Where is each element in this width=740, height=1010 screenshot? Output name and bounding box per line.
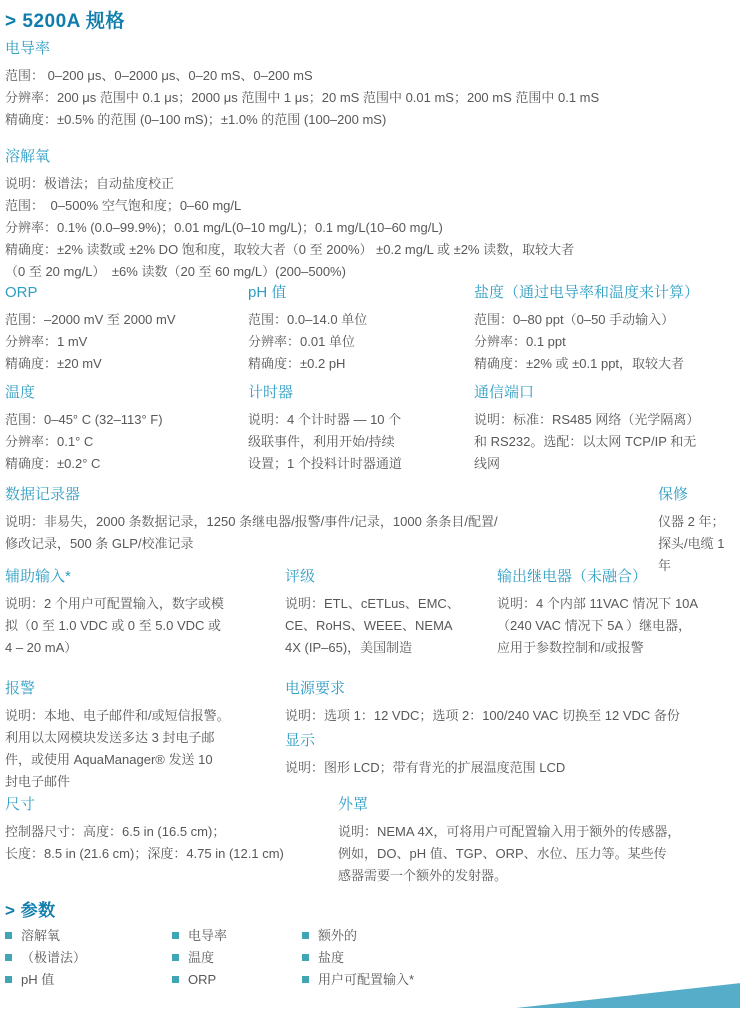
param-label: 盐度 [318,950,345,965]
list-item [302,925,414,947]
parameters-column-1 [5,925,86,991]
param-label: 温度 [188,950,215,965]
comm-ports-body: 说明：标准：RS485 网络（光学隔离） 和 RS232。选配：以太网 TCP/IP 和无 线网 [474,412,700,471]
enclosure-heading: 外罩 [338,796,369,813]
power-heading: 电源要求 [285,680,346,697]
list-item [172,947,227,969]
bullet-icon [172,932,179,939]
list-item [172,925,227,947]
section-conductivity [5,39,735,131]
list-item [5,925,86,947]
dimensions-body: 控制器尺寸：高度：6.5 in (16.5 cm)； 长度：8.5 in (21.6 cm)；深度：4.75 in (12.1 cm) [5,824,284,861]
salinity-heading: 盐度（通过电导率和温度来计算） [474,284,700,301]
conductivity-body: 范围： 0–200 μs、0–2000 μs、0–20 mS、0–200 mS 分辨率：200 μs 范围中 0.1 μs；2000 μs 范围中 1 μs；20 mS 范围中 0.01 mS；200 mS 范围中 0.1 mS 精确度：±0.5% 的范围 (0–100 mS)；±1.0% 的范围 (100–200 mS) [5,68,600,127]
section-dissolved-oxygen [5,147,735,283]
data-logger-heading: 数据记录器 [5,486,81,503]
section-alarm [5,679,280,793]
warranty-body: 仪器 2 年； 探头/电缆 1 年 [658,514,725,573]
list-item [5,947,86,969]
bullet-icon [302,976,309,983]
bullet-icon [172,954,179,961]
bullet-icon [302,954,309,961]
parameters-column-3 [302,925,414,991]
list-item [5,969,86,991]
section-output-relay [497,567,740,659]
section-display [285,731,740,779]
output-relay-heading: 输出继电器（未融合） [497,568,648,585]
list-item [302,969,414,991]
alarm-body: 说明：本地、电子邮件和/或短信报警。 利用以太网模块发送多达 3 封电子邮 件，或使用 AquaManager® 发送 10 封电子邮件 [5,708,230,789]
param-label: 电导率 [188,928,228,943]
section-power [285,679,740,727]
parameters-column-2 [172,925,227,991]
param-label: ORP [188,972,217,987]
section-temperature [5,383,243,475]
bullet-icon [5,976,12,983]
dimensions-heading: 尺寸 [5,796,36,813]
rating-body: 说明：ETL、cETLus、EMC、 CE、RoHS、WEEE、NEMA 4X (IP–65)，美国制造 [285,596,460,655]
section-salinity [474,283,740,375]
param-label: 额外的 [318,928,358,943]
orp-heading: ORP [5,284,38,301]
dissolved-oxygen-body: 说明：极谱法；自动盐度校正 范围： 0–500% 空气饱和度；0–60 mg/L 分辨率：0.1% (0.0–99.9%)；0.01 mg/L(0–10 mg/L)；0.1 mg/L(10–60 mg/L) 精确度：±2% 读数或 ±2% DO 饱和度，取较大者（0 至 200%） ±0.2 mg/L 或 ±2% 读数，取较大者 （0 至 20 mg/L） ±6% 读数（20 至 60 mg/L）(200–500%) [5,176,575,279]
corner-wedge-decoration [516,981,740,1008]
aux-input-body: 说明：2 个用户可配置输入，数字或模 拟（0 至 1.0 VDC 或 0 至 5.0 VDC 或 4 – 20 mA） [5,596,224,655]
bullet-icon [172,976,179,983]
temperature-heading: 温度 [5,384,36,401]
section-dimensions [5,795,330,865]
param-label: 溶解氧 [21,928,61,943]
power-body: 说明：选项 1：12 VDC；选项 2：100/240 VAC 切换至 12 VDC 备份 [285,708,680,723]
salinity-body: 范围：0–80 ppt（0–50 手动输入） 分辨率：0.1 ppt 精确度：±2% 或 ±0.1 ppt，取较大者 [474,312,685,371]
parameters-title: > 参数 [5,901,56,920]
ph-heading: pH 值 [248,284,287,301]
conductivity-heading: 电导率 [5,40,51,57]
enclosure-body: 说明：NEMA 4X，可将用户可配置输入用于额外的传感器， 例如，DO、pH 值、TGP、ORP、水位、压力等。某些传 感器需要一个额外的发射器。 [338,824,681,883]
rating-heading: 评级 [285,568,316,585]
comm-ports-heading: 通信端口 [474,384,535,401]
section-comm-ports [474,383,740,475]
data-logger-body: 说明：非易失，2000 条数据记录，1250 条继电器/报警/事件/记录，1000 条条目/配置/ 修改记录，500 条 GLP/校准记录 [5,514,498,551]
display-heading: 显示 [285,732,316,749]
orp-body: 范围：–2000 mV 至 2000 mV 分辨率：1 mV 精确度：±20 mV [5,312,176,371]
section-data-logger [5,485,650,555]
bullet-icon [5,954,12,961]
dissolved-oxygen-heading: 溶解氧 [5,148,51,165]
section-enclosure [338,795,740,887]
section-rating [285,567,490,659]
warranty-heading: 保修 [658,486,689,503]
page-title: > 5200A 规格 [5,11,125,32]
timer-body: 说明：4 个计时器 — 10 个 级联事件，利用开始/持续 设置；1 个投料计时器通道 [248,412,402,471]
alarm-heading: 报警 [5,680,36,697]
display-body: 说明：图形 LCD；带有背光的扩展温度范围 LCD [285,760,566,775]
ph-body: 范围：0.0–14.0 单位 分辨率：0.01 单位 精确度：±0.2 pH [248,312,368,371]
list-item [302,947,414,969]
output-relay-body: 说明：4 个内部 11VAC 情况下 10A （240 VAC 情况下 5A ）继电器， 应用于参数控制和/或报警 [497,596,699,655]
section-warranty [658,485,740,577]
section-orp [5,283,243,375]
temperature-body: 范围：0–45° C (32–113° F) 分辨率：0.1° C 精确度：±0.2° C [5,412,163,471]
bullet-icon [5,932,12,939]
aux-input-heading: 辅助输入* [5,568,71,585]
param-label: （极谱法） [21,950,87,965]
section-aux-input [5,567,280,659]
timer-heading: 计时器 [248,384,294,401]
section-timer [248,383,466,475]
bullet-icon [302,932,309,939]
param-label: 用户可配置输入* [318,972,415,987]
section-ph [248,283,466,375]
list-item [172,969,227,991]
param-label: pH 值 [21,972,55,987]
